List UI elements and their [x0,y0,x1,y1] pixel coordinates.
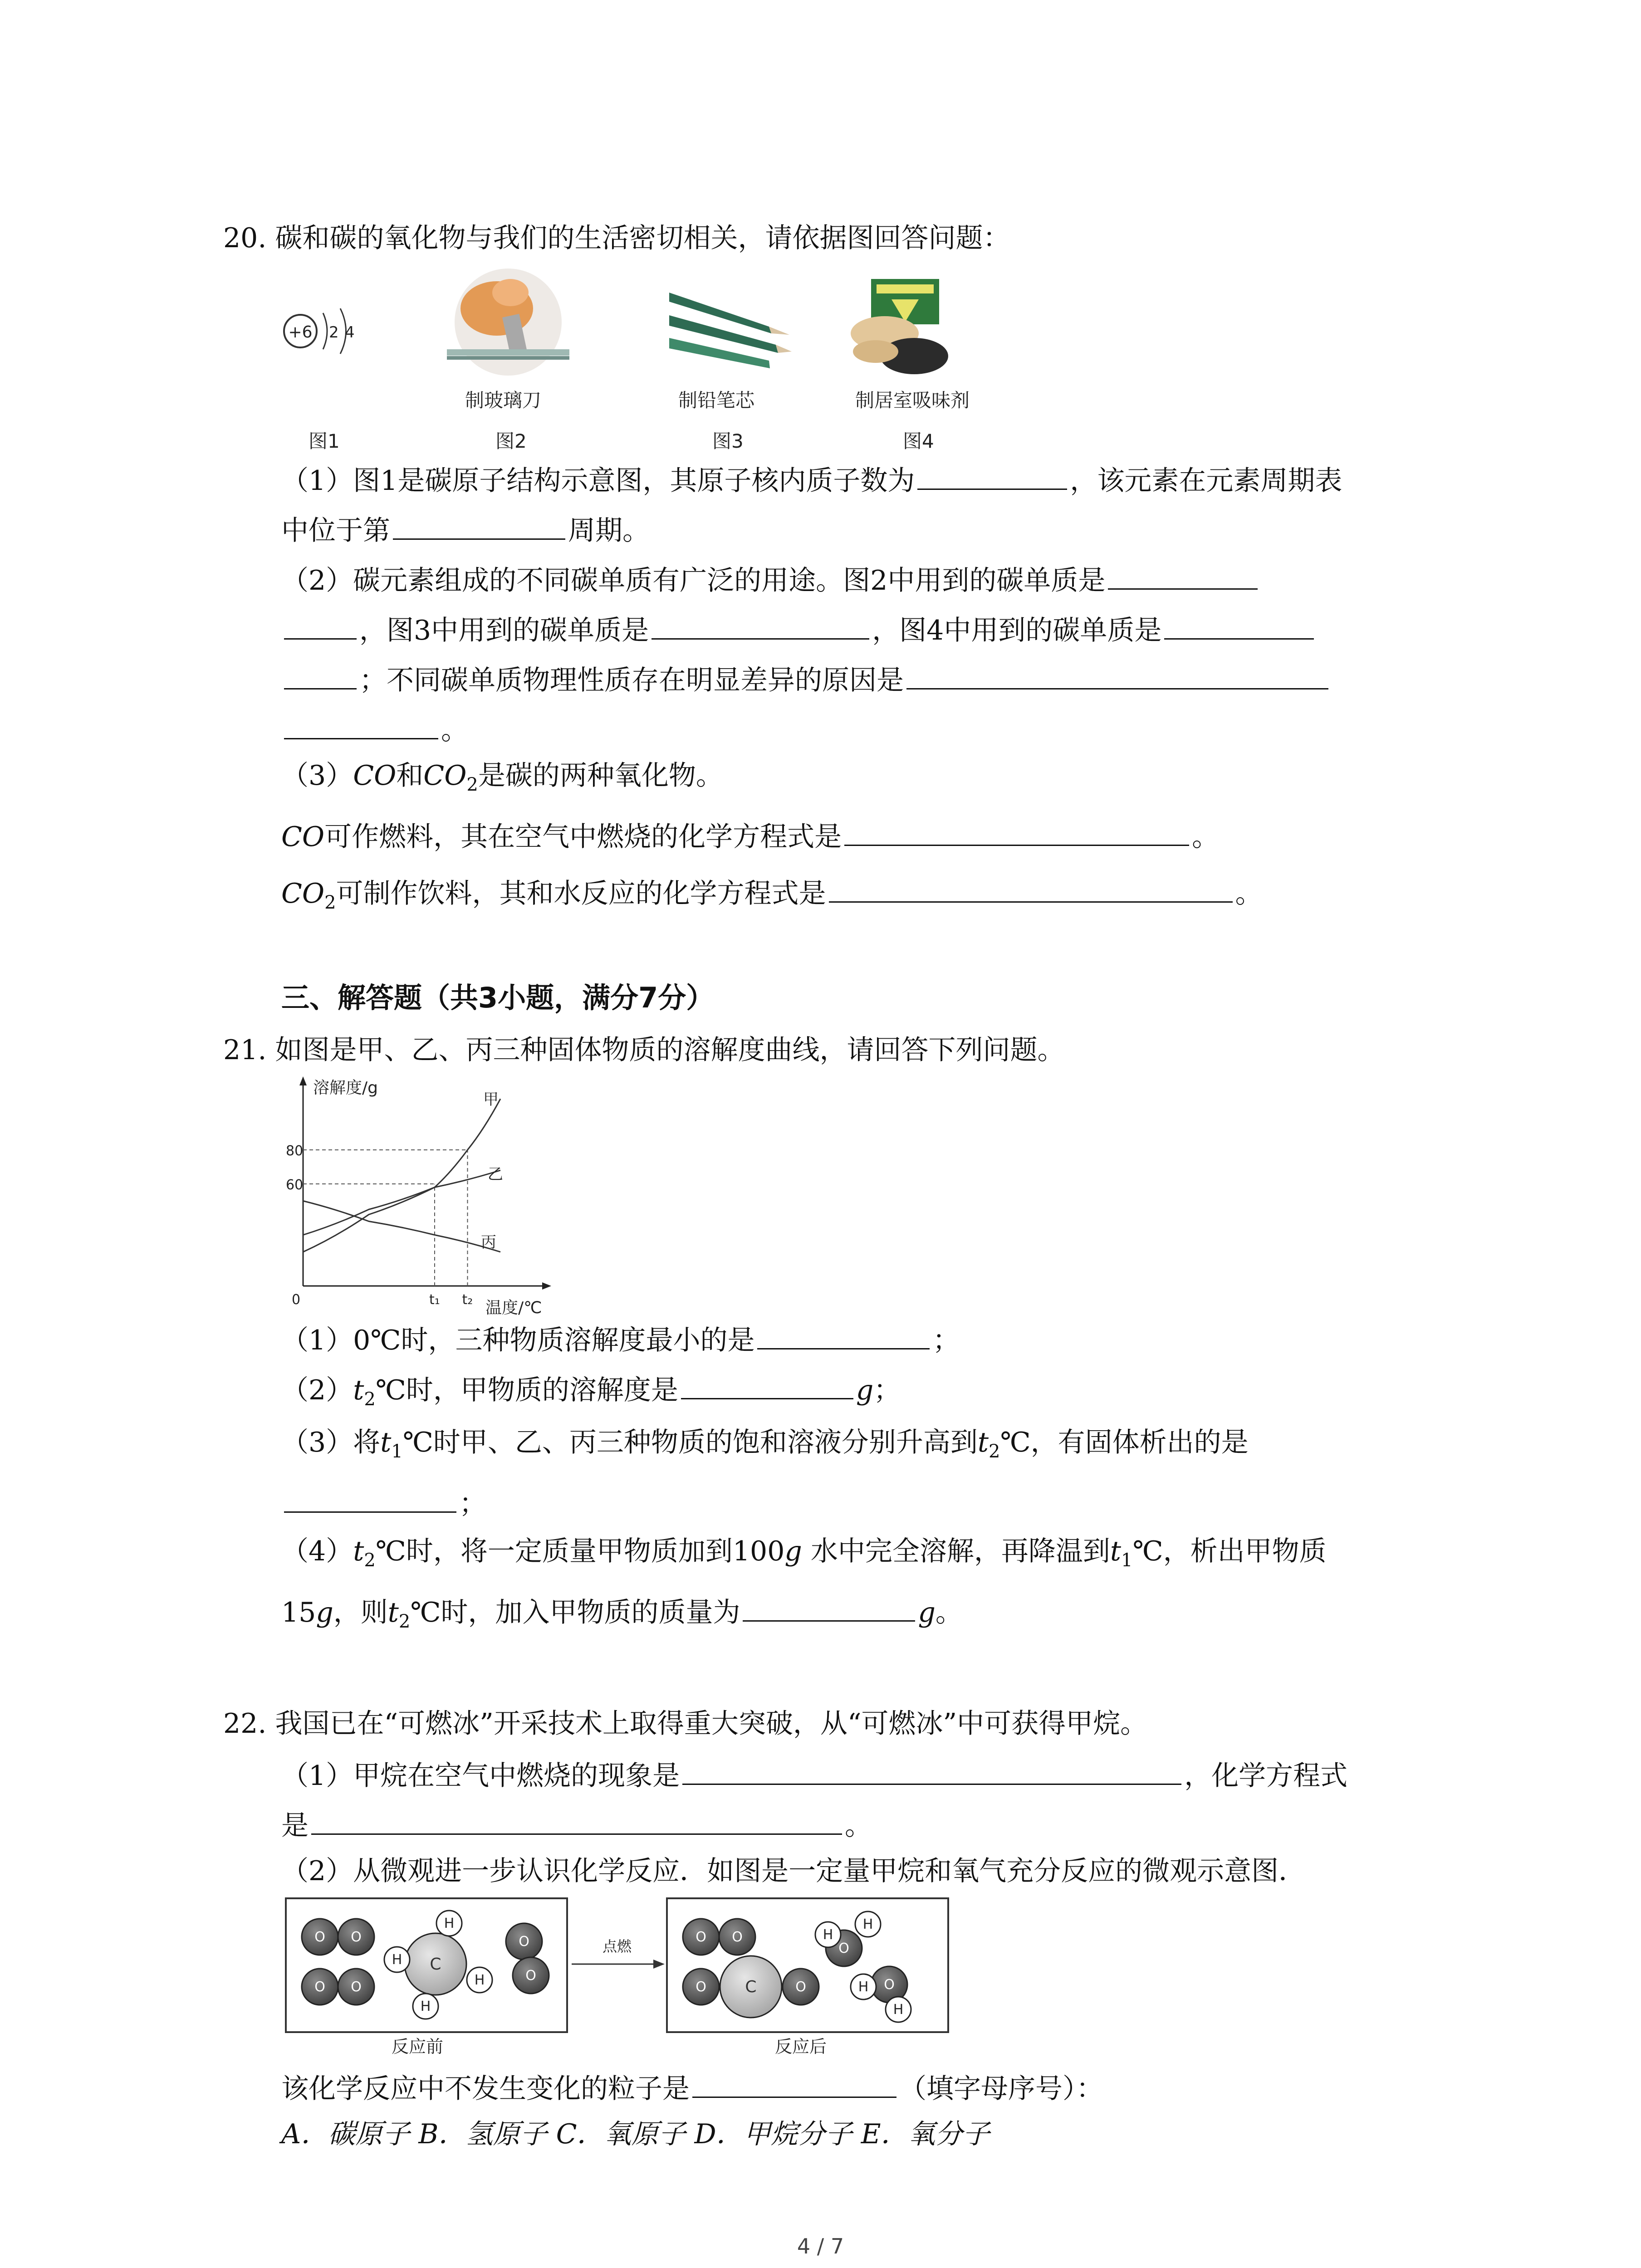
atom-symbol: O [351,1979,362,1995]
q20-p2-line4: 。 [281,710,468,748]
atom-symbol: O [884,1977,895,1993]
atom-symbol: H [474,1972,485,1988]
page-number: 4 / 7 [797,2234,844,2258]
fig4-caption: 制居室吸味剂 [855,389,970,411]
fig4-label: 图4 [903,430,934,452]
answer-blank[interactable] [917,460,1067,490]
pencil-lead-image [669,281,792,372]
atom-symbol: H [420,1999,431,2014]
atom-symbol: H [392,1952,402,1968]
atom-symbol: H [858,1979,869,1995]
shell1-label: 2 [329,323,339,342]
answer-blank[interactable] [829,873,1233,903]
atom-symbol: O [838,1941,849,1956]
series-line-丙 [303,1201,500,1252]
answer-blank[interactable] [1164,610,1314,640]
y-tick-label: 80 [286,1143,304,1159]
answer-blank[interactable] [284,610,357,640]
fig3-label: 图3 [712,430,744,452]
answer-blank[interactable] [284,710,438,739]
q21-p5: 15g，则$t_2℃$时，加入甲物质的质量为 g。 [281,1592,963,1640]
atom-symbol: O [696,1929,706,1945]
answer-blank[interactable] [844,816,1189,846]
answer-blank[interactable] [743,1592,915,1622]
fig2-label: 图2 [495,430,527,452]
q21-p1: （1）0℃时，三种物质溶解度最小的是 ； [281,1320,960,1359]
q21-stem: 21. 如图是甲、乙、丙三种固体物质的溶解度曲线，请回答下列问题。 [223,1034,1065,1066]
q20-p2-line2: ，图3中用到的碳单质是 ，图4中用到的碳单质是 [281,610,1317,649]
atom-symbol: H [444,1916,455,1931]
series-label: 丙 [481,1233,496,1251]
q22-p3: 该化学反应中不发生变化的粒子是 （填字母序号）： [281,2068,1103,2107]
q20-p4: CO可作燃料，其在空气中燃烧的化学方程式是 。 [281,816,1219,855]
q20-p2-line3: ；不同碳单质物理性质存在明显差异的原因是 [281,660,1331,699]
x-tick-label: t₂ [462,1292,473,1308]
atom-symbol: O [696,1979,706,1995]
fig3-caption: 制铅笔芯 [678,389,755,411]
q21-p4: $(4)t_2℃$时，将一定质量甲物质加到100g 水中完全溶解，再降温到$t_1℃$，析出甲物质 [281,1535,1327,1571]
atom-symbol: O [351,1929,362,1945]
section-title: 三、解答题（共3小题，满分7分） [281,981,715,1014]
x-tick-label: 0 [292,1292,301,1308]
answer-blank[interactable] [311,1805,842,1835]
q22-options: A．碳原子 B．氢原子 C．氧原子 D．甲烷分子 E．氧分子 [281,2118,990,2150]
q20-stem: 20. 碳和碳的氧化物与我们的生活密切相关，请依据图回答问题： [223,222,1010,254]
carbon-atom-diagram [272,299,372,363]
atom-symbol: H [862,1916,873,1932]
reaction-micro-diagram [284,1896,955,2059]
q21-p2: $(2)t_2℃$时，甲物质的溶解度是 g； [281,1370,901,1418]
q20-p1-line1: （1）图1是碳原子结构示意图，其原子核内质子数为 ，该元素在元素周期表 [281,460,1342,499]
before-label: 反应前 [391,2037,444,2057]
series-label: 乙 [488,1165,503,1183]
answer-blank[interactable] [284,1483,456,1513]
answer-blank[interactable] [284,660,357,689]
nucleus-label: +6 [288,323,313,342]
glass-knife-image [442,265,574,376]
atom-symbol: O [314,1929,325,1945]
answer-blank[interactable] [652,610,869,640]
q22-stem: 22. 我国已在“可燃冰”开采技术上取得重大突破，从“可燃冰”中可获得甲烷。 [223,1708,1148,1740]
atom-symbol: O [732,1929,743,1945]
series-label: 甲 [483,1090,499,1109]
q22-p1-line1: （1）甲烷在空气中燃烧的现象是 ，化学方程式 [281,1755,1347,1794]
atom-symbol: H [823,1927,833,1943]
solubility-chart [281,1073,563,1318]
fig2-caption: 制玻璃刀 [465,389,542,411]
answer-blank[interactable] [906,660,1328,689]
x-tick-label: t₁ [429,1292,440,1308]
answer-blank[interactable] [692,2068,896,2098]
x-axis-label: 温度/℃ [485,1299,542,1317]
atom-symbol: O [519,1934,529,1950]
q22-p1-line2: 是 。 [281,1805,872,1844]
y-axis-label: 溶解度/g [313,1079,378,1097]
answer-blank[interactable] [681,1370,853,1399]
atom-symbol: O [314,1979,325,1995]
q20-p2-line1: （2）碳元素组成的不同碳单质有广泛的用途。图2中用到的碳单质是 [281,560,1260,599]
q20-p1-line2: 中位于第 周期。 [281,510,650,549]
series-line-甲 [303,1099,500,1252]
shell2-label: 4 [345,323,355,342]
answer-blank[interactable] [757,1320,930,1349]
atom-symbol: C [430,1955,441,1974]
q21-p3: （3）将$t_1℃$时甲、乙、丙三种物质的饱和溶液分别升高到$t_2℃$，有固体析出的是 [281,1427,1249,1462]
arrow-label: 点燃 [602,1938,632,1955]
after-label: 反应后 [774,2037,827,2057]
atom-symbol: H [893,2002,904,2018]
answer-blank[interactable] [393,510,565,540]
atom-symbol: O [795,1979,806,1995]
q20-p3: （3）CO和$CO_2$是碳的两种氧化物。 [281,760,723,795]
atom-symbol: C [745,1978,757,1996]
atom-symbol: O [525,1968,536,1984]
answer-blank[interactable] [682,1755,1181,1785]
q20-p5: $CO_2$可制作饮料，其和水反应的化学方程式是 。 [281,873,1263,921]
q21-p3-blank: ； [281,1483,486,1522]
y-tick-label: 60 [286,1177,304,1193]
deodorant-image [848,279,953,376]
q22-p2: （2）从微观进一步认识化学反应．如图是一定量甲烷和氧气充分反应的微观示意图． [281,1855,1306,1887]
fig1-label: 图1 [309,430,340,452]
answer-blank[interactable] [1108,560,1258,590]
